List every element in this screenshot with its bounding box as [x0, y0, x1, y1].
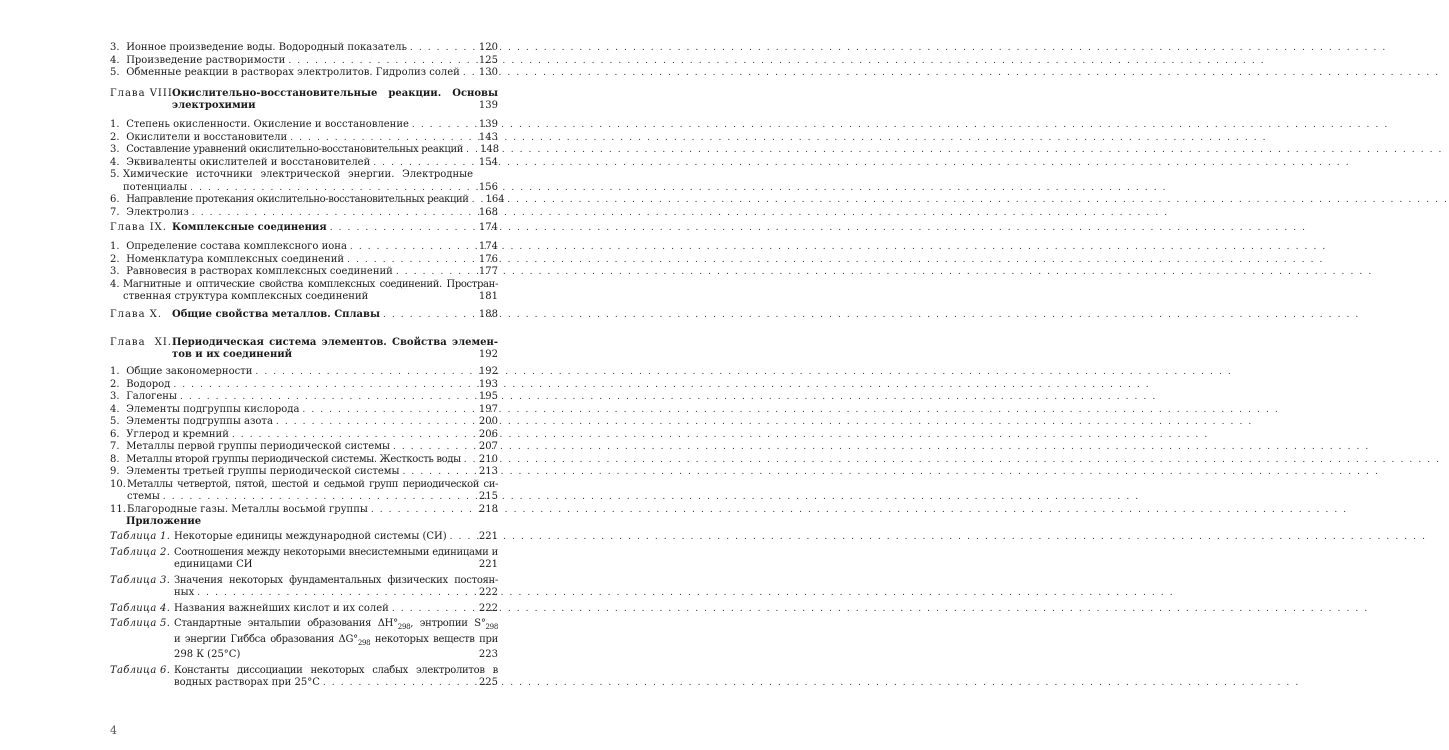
toc-page: [0, 0, 600, 750]
entry-text: [110, 157, 370, 170]
toc-entry[interactable]: [110, 157, 498, 170]
toc-section-chapter-9-items: [110, 241, 498, 304]
entry-text: электрохимии: [172, 100, 256, 111]
appendix-title[interactable]: Приложение: [126, 516, 202, 527]
text-fragment: [174, 618, 498, 634]
dot-leader: [393, 441, 473, 454]
text-fragment: Глава X.: [110, 309, 163, 320]
entry-text: ных: [174, 587, 195, 598]
text-fragment: [110, 491, 498, 504]
entry-number: 5.: [110, 416, 120, 427]
dot-leader: [323, 677, 473, 690]
text-fragment: Магнитные и оптические свойства комплексных соединений. Простран-: [123, 278, 498, 290]
table-label: Таблица 6.: [110, 664, 171, 676]
dot-leader: [302, 404, 473, 417]
entry-text: потенциалы: [123, 181, 188, 193]
entry-number: 4.: [110, 156, 120, 168]
page-ref: 207: [478, 441, 498, 452]
toc-entry[interactable]: [110, 454, 498, 467]
dot-leader: [173, 379, 473, 392]
entry-text: [110, 366, 252, 379]
entry-text: [110, 404, 299, 417]
text-fragment: [110, 169, 498, 182]
text-fragment: Эквиваленты окислителей и восстановителей: [126, 156, 371, 168]
text-fragment: и энергии Гиббса образования ΔG°: [174, 633, 358, 645]
entry-text: [110, 207, 189, 220]
text-fragment: [110, 100, 498, 113]
dot-leader: [371, 504, 473, 517]
text-fragment: 10.: [110, 478, 126, 490]
toc-section-chapter-11-items: [110, 366, 498, 516]
dot-leader: [412, 119, 473, 132]
dot-leader: [383, 309, 473, 322]
page-ref: 210: [478, 453, 498, 465]
entry-number: 2.: [110, 131, 120, 143]
table-label: Таблица 1.: [110, 531, 171, 542]
text-fragment: Глава XI.: [110, 337, 172, 348]
toc-entry[interactable]: [110, 404, 498, 417]
entry-number: 2.: [110, 253, 120, 265]
text-fragment: Элементы подгруппы кислорода: [126, 403, 300, 415]
toc-entry[interactable]: [110, 254, 498, 267]
entry-text: [110, 309, 380, 322]
entry-number: 2.: [110, 378, 120, 390]
text-fragment: [174, 603, 498, 616]
page-ref: 197: [478, 403, 498, 415]
toc-table-entry[interactable]: [110, 575, 498, 600]
text-fragment: Значения некоторых фундаментальных физических постоян-: [174, 574, 498, 586]
text-fragment: 11.: [110, 503, 126, 515]
entry-number: 4.: [110, 403, 120, 415]
text-fragment: Равновесия в растворах комплексных соединений: [126, 266, 393, 277]
entry-text: стемы: [127, 491, 160, 502]
page-ref: 222: [478, 602, 498, 614]
toc-entry[interactable]: [110, 466, 498, 479]
text-fragment: некоторых веществ при: [370, 633, 498, 645]
text-fragment: , энтропии S°: [410, 618, 486, 629]
toc-entry[interactable]: [110, 194, 505, 207]
text-fragment: Обменные реакции в растворах электролитов. Гидролиз солей: [126, 67, 460, 78]
toc-entry[interactable]: [110, 67, 498, 80]
table-label: Таблица 2.: [110, 546, 171, 558]
dot-leader: [396, 266, 473, 279]
toc-entry[interactable]: [110, 391, 498, 404]
dot-leader: [464, 454, 473, 467]
entry-text: [110, 132, 287, 145]
text-fragment: [174, 665, 498, 690]
toc-chapter-10[interactable]: [110, 309, 498, 322]
text-fragment: [174, 649, 498, 662]
page-ref: 148: [480, 144, 500, 155]
dot-leader: [347, 254, 473, 267]
dot-leader: [288, 55, 473, 68]
text-fragment: Соотношения между некоторыми внесистемными единицами и: [174, 546, 498, 558]
toc-entry[interactable]: [110, 279, 498, 304]
dot-leader: [180, 391, 473, 404]
table-label: Таблица 5.: [110, 618, 171, 629]
toc-table-entry[interactable]: [110, 618, 498, 662]
dot-leader: [290, 132, 473, 145]
entry-text: [110, 119, 409, 132]
text-fragment: [174, 575, 498, 600]
dot-leader: [190, 182, 473, 195]
entry-text: [110, 194, 469, 207]
dot-leader: [392, 603, 473, 616]
page-ref: 177: [478, 266, 498, 277]
text-fragment: 298: [485, 623, 498, 631]
entry-text: единицами СИ: [174, 559, 253, 570]
entry-text: [110, 391, 177, 404]
text-fragment: [174, 547, 498, 572]
entry-text: [110, 266, 393, 279]
toc-entry[interactable]: [110, 144, 498, 157]
entry-text: [110, 504, 368, 517]
entry-number: 1.: [110, 119, 120, 130]
text-fragment: [174, 559, 498, 572]
dot-leader: [463, 67, 473, 80]
text-fragment: Электролиз: [126, 206, 189, 218]
entry-text: Названия важнейших кислот и их солей: [174, 602, 389, 614]
text-fragment: Водород: [126, 378, 171, 390]
dot-leader: [330, 222, 473, 235]
text-fragment: Глава IX.: [110, 222, 167, 233]
entry-number: 6.: [110, 428, 120, 440]
toc-entry[interactable]: [110, 416, 498, 429]
dot-leader: [450, 531, 473, 544]
entry-text: [110, 67, 460, 80]
toc-entry[interactable]: [110, 441, 498, 454]
entry-text: ственная структура комплексных соединений: [123, 291, 369, 302]
text-fragment: [110, 291, 498, 304]
page-ref: 213: [478, 466, 498, 477]
toc-table-entry[interactable]: [110, 603, 498, 616]
text-fragment: Произведение растворимости: [126, 54, 286, 66]
toc-entry[interactable]: [110, 42, 498, 55]
dot-leader: [373, 157, 473, 170]
page-ref: 130: [478, 67, 498, 78]
text-fragment: [174, 634, 498, 650]
page-ref: 188: [478, 309, 498, 320]
page-ref: 164: [485, 194, 505, 205]
page-ref: 193: [478, 378, 498, 390]
toc-entry[interactable]: [110, 55, 498, 68]
text-fragment: Стандартные энтальпии образования ΔH°: [174, 618, 398, 629]
entry-text: [110, 144, 463, 157]
text-fragment: Общие закономерности: [126, 366, 253, 377]
text-fragment: Элементы подгруппы азота: [126, 416, 273, 427]
page-ref: 192: [478, 349, 498, 360]
page-ref: 195: [478, 391, 498, 402]
entry-text: [110, 429, 229, 442]
page-ref: 174: [478, 222, 498, 233]
text-fragment: Элементы третьей группы периодической системы: [126, 466, 400, 477]
toc-table-entry[interactable]: [110, 531, 498, 544]
entry-number: 4.: [110, 278, 120, 290]
page-ref: 206: [478, 428, 498, 440]
text-fragment: 298: [397, 623, 411, 631]
dot-leader: [350, 241, 473, 254]
text-fragment: Углерод и кремний: [126, 428, 229, 440]
text-fragment: Ионное произведение воды. Водородный показатель: [126, 42, 407, 53]
toc-entry[interactable]: [110, 207, 498, 220]
entry-text: [110, 222, 327, 235]
text-fragment: Определение состава комплексного иона: [126, 241, 347, 252]
entry-text: [110, 441, 390, 454]
entry-number: 9.: [110, 466, 120, 477]
page-ref: 174: [478, 241, 498, 252]
entry-text: [110, 55, 285, 68]
dot-leader: [466, 144, 474, 157]
text-fragment: [110, 279, 498, 292]
text-fragment: [110, 87, 498, 100]
text-fragment: [110, 309, 498, 322]
entry-text: [110, 466, 400, 479]
toc-appendix: [110, 516, 498, 690]
text-fragment: Химические источники электрической энергии. Электродные: [123, 169, 473, 180]
entry-text: [110, 42, 407, 55]
toc-chapter-9[interactable]: [110, 222, 498, 235]
text-fragment: Металлы второй группы периодической системы. Жесткость воды: [126, 453, 461, 465]
dot-leader: [192, 207, 473, 220]
page-ref: 218: [478, 503, 498, 515]
page-ref: 200: [478, 416, 498, 427]
page-ref: 215: [478, 491, 498, 502]
text-fragment: [110, 222, 498, 235]
dot-leader: [255, 366, 473, 379]
toc-entry[interactable]: [110, 379, 498, 392]
page-ref: 176: [478, 253, 498, 265]
text-fragment: Металлы четвертой, пятой, шестой и седьмой групп периодической си-: [127, 478, 498, 490]
toc-entry[interactable]: [110, 241, 498, 254]
toc-entry[interactable]: [110, 429, 498, 442]
toc-entry[interactable]: [110, 479, 498, 504]
entry-number: 3.: [110, 42, 120, 53]
entry-text: Некоторые единицы международной системы (СИ): [174, 531, 447, 542]
toc-entry[interactable]: [110, 132, 498, 145]
page-ref: 120: [478, 42, 498, 53]
entry-number: 7.: [110, 206, 120, 218]
entry-number: 1.: [110, 241, 120, 252]
entry-number: 7.: [110, 441, 120, 452]
toc-section-chapter-8-items: [110, 119, 505, 219]
text-fragment: Окислители и восстановители: [126, 131, 288, 143]
text-fragment: Степень окисленности. Окисление и восстановление: [126, 119, 409, 130]
page-ref: 221: [478, 559, 498, 570]
toc-chapter-11[interactable]: [110, 336, 498, 362]
dot-leader: [472, 194, 480, 207]
dot-leader: [197, 587, 473, 600]
text-fragment: Составление уравнений окислительно-восстановительных реакций: [126, 144, 464, 155]
entry-number: 3.: [110, 266, 120, 277]
entry-text: [110, 454, 461, 467]
entry-text: [110, 254, 344, 267]
toc-table-entry[interactable]: [110, 665, 498, 690]
text-fragment: [174, 603, 498, 616]
chapter-title: Окислительно-восстановительные реакции. Основы: [172, 88, 498, 99]
text-fragment: 298: [357, 638, 371, 647]
text-fragment: [110, 349, 498, 362]
text-fragment: [174, 531, 498, 544]
chapter-title: Комплексные соединения: [172, 222, 327, 233]
page-ref: 192: [478, 366, 498, 377]
text-fragment: [110, 182, 498, 195]
entry-text: [110, 379, 170, 392]
entry-text: 298 К (25°С): [174, 649, 241, 660]
toc-entry[interactable]: [110, 266, 498, 279]
entry-number: 6.: [110, 194, 120, 205]
chapter-title: Периодическая система элементов. Свойства элемен-: [172, 337, 498, 348]
page-ref: 125: [478, 54, 498, 66]
text-fragment: Металлы первой группы периодической системы: [126, 441, 390, 452]
entry-text: [110, 416, 273, 429]
entry-number: 1.: [110, 366, 120, 377]
page-ref: 139: [478, 119, 498, 130]
text-fragment: [174, 618, 498, 662]
entry-text: тов и их соединений: [172, 349, 293, 360]
page-ref: 222: [478, 587, 498, 598]
entry-number: 5.: [110, 67, 120, 78]
dot-leader: [276, 416, 473, 429]
page-ref: 139: [478, 100, 498, 111]
text-fragment: [174, 587, 498, 600]
toc-entry[interactable]: [110, 366, 498, 379]
dot-leader: [403, 466, 473, 479]
page-ref: 181: [478, 291, 498, 302]
chapter-title: Общие свойства металлов. Сплавы: [172, 309, 380, 320]
text-fragment: [110, 336, 498, 349]
page-ref: 154: [478, 156, 498, 168]
chapter-label: Глава VIII.: [110, 88, 177, 99]
text-fragment: [174, 677, 498, 690]
dot-leader: [410, 42, 473, 55]
text-fragment: [174, 531, 498, 544]
entry-number: 8.: [110, 453, 120, 465]
page-number: 4: [110, 724, 117, 737]
entry-number: 5.: [110, 169, 120, 180]
page-ref: 143: [478, 131, 498, 143]
text-fragment: Константы диссоциации некоторых слабых электролитов в: [174, 664, 498, 676]
toc-section-chapter-7-items: [110, 42, 498, 80]
toc-entry[interactable]: [110, 169, 498, 194]
entry-number: 3.: [110, 144, 120, 155]
page-ref: 168: [478, 206, 498, 218]
text-fragment: Номенклатура комплексных соединений: [126, 253, 345, 265]
entry-text: водных растворах при 25°С: [174, 677, 320, 688]
toc-entry[interactable]: [110, 504, 498, 517]
text-fragment: [110, 479, 498, 492]
page-ref: 225: [478, 677, 498, 688]
text-fragment: Направление протекания окислительно-восстановительных реакций: [126, 194, 469, 205]
table-label: Таблица 3.: [110, 574, 171, 586]
page-ref: 156: [478, 181, 498, 193]
entry-text: [110, 241, 347, 254]
dot-leader: [163, 491, 473, 504]
toc-table-entry[interactable]: [110, 547, 498, 572]
page-ref: 221: [478, 531, 498, 542]
text-fragment: Благородные газы. Металлы восьмой группы: [127, 503, 368, 515]
entry-number: 3.: [110, 391, 120, 402]
toc-chapter-8[interactable]: [110, 87, 498, 113]
dot-leader: [232, 429, 473, 442]
entry-number: 4.: [110, 54, 120, 66]
text-fragment: Галогены: [126, 391, 177, 402]
table-label: Таблица 4.: [110, 602, 171, 614]
toc-entry[interactable]: [110, 119, 498, 132]
page-ref: 223: [478, 649, 498, 660]
